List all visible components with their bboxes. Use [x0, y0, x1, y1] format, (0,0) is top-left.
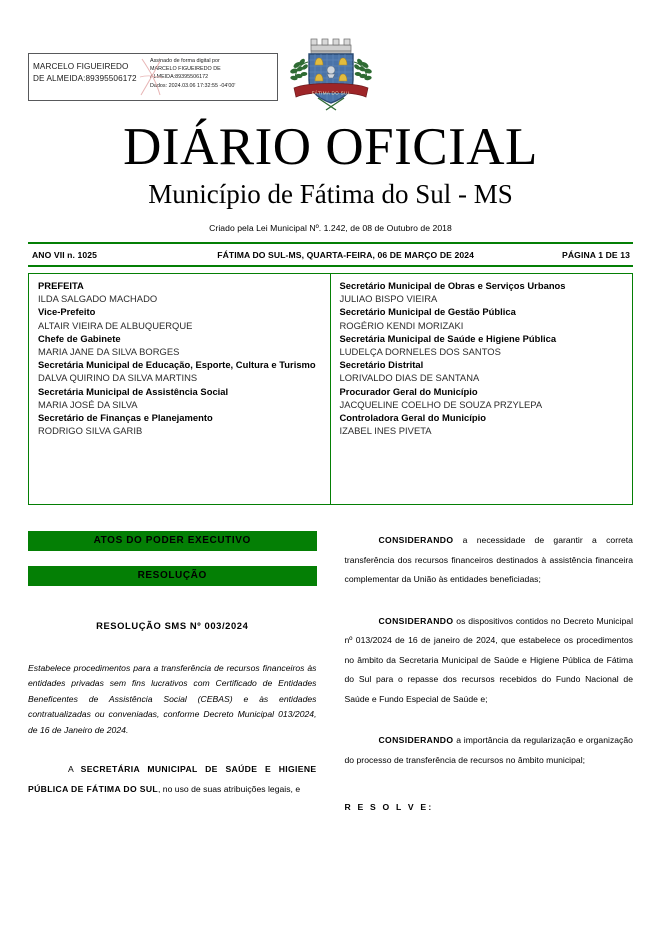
creation-law-line: Criado pela Lei Municipal Nº. 1.242, de 08 de Outubro de 2018: [209, 223, 452, 233]
digital-signature-box: [28, 53, 278, 101]
considerando-3: [345, 731, 634, 770]
signature-detail-line-4: Dados: 2024.03.06 17:32:55 -04'00': [150, 82, 236, 89]
ribbon: [294, 84, 368, 98]
official-entry: [38, 411, 324, 437]
preamble-prefix: A: [68, 764, 74, 775]
official-name: JULIAO BISPO VIEIRA: [339, 293, 438, 305]
official-entry: [340, 332, 627, 358]
official-name: JACQUELINE COELHO DE SOUZA PRZYLEPA: [339, 398, 543, 410]
official-role: Secretária Municipal de Educação, Esporte, Cultura e Turismo: [38, 359, 316, 371]
considerando-label: CONSIDERANDO: [378, 615, 454, 626]
signature-detail-line-2: MARCELO FIGUEIREDO DE: [150, 66, 221, 73]
official-name: DALVA QUIRINO DA SILVA MARTINS: [38, 372, 198, 384]
masthead: [28, 0, 633, 112]
considerando-label: CONSIDERANDO: [378, 535, 454, 545]
official-entry: [340, 358, 627, 384]
official-name: LUDELÇA DORNELES DOS SANTOS: [339, 346, 501, 358]
info-bar: [28, 242, 633, 267]
resolution-title: RESOLUÇÃO SMS Nº 003/2024: [96, 620, 249, 631]
official-role: Secretário Distrital: [339, 359, 424, 371]
officials-box: [28, 273, 633, 505]
official-entry: [340, 279, 627, 305]
coat-of-arms-icon: [288, 36, 374, 114]
official-name: RODRIGO SILVA GARIB: [38, 425, 143, 437]
official-name: LORIVALDO DIAS DE SANTANA: [339, 372, 480, 384]
considerando-text: os dispositivos contidos no Decreto Municipal nº 013/2024 de 16 de janeiro de 2024, que estabelece os procedimentos no âmbito da Secretaria Municipal de Saúde e Higiene Pública de Fátima do Sul para o repasse dos recursos recebidos do Fundo Nacional de Saúde e Fundo Especial de Saúde e;: [344, 615, 633, 704]
official-role: Secretário de Finanças e Planejamento: [38, 412, 213, 424]
official-name: ALTAIR VIEIRA DE ALBUQUERQUE: [38, 319, 193, 331]
preamble-suffix: , no uso de suas atribuições legais, e: [157, 783, 301, 794]
considerando-text: a importância da regularização e organização do processo de transferência de recursos no âmbito municipal;: [344, 735, 633, 765]
page-indicator: PÁGINA 1 DE 13: [562, 249, 630, 260]
official-entry: [38, 305, 324, 331]
official-role: Controladora Geral do Município: [339, 412, 486, 424]
official-role: PREFEITA: [38, 280, 84, 291]
section-banner-atos: ATOS DO PODER EXECUTIVO: [28, 531, 317, 551]
official-role: Secretária Municipal de Saúde e Higiene Pública: [339, 332, 557, 344]
official-entry: [38, 385, 324, 411]
issue-number: ANO VII n. 1025: [32, 249, 98, 260]
section-banner-resolucao: RESOLUÇÃO: [28, 566, 317, 586]
considerando-1: [345, 531, 634, 590]
resolution-ementa: Estabelece procedimentos para a transferência de recursos financeiros às entidades privadas sem fins lucrativos com Certificado de Entidades Beneficentes de Assistência Social (CEBAS) e às entidades contratualizadas ou conveniadas, conforme Decreto Municipal 013/2024, de 16 de Janeiro de 2024.: [28, 663, 317, 735]
officials-column-left: [29, 274, 331, 504]
official-role: Secretário Municipal de Gestão Pública: [339, 306, 516, 318]
officials-column-right: [331, 274, 633, 504]
official-entry: [340, 411, 627, 437]
publication-date: FÁTIMA DO SUL-MS, QUARTA-FEIRA, 06 DE MARÇO DE 2024: [217, 249, 474, 260]
mural-crown: [311, 39, 351, 54]
official-entry: [340, 385, 627, 411]
considerando-2: [345, 612, 634, 710]
body-columns: [28, 531, 633, 812]
signature-details: [144, 54, 277, 100]
signature-detail-line-1: Assinado de forma digital por: [150, 58, 220, 64]
official-name: MARIA JANE DA SILVA BORGES: [38, 346, 180, 358]
official-entry: [38, 358, 324, 384]
official-role: Secretário Municipal de Obras e Serviços Urbanos: [339, 280, 566, 291]
signature-name: MARCELO FIGUEIREDO DE ALMEIDA:89395506172: [33, 62, 137, 83]
official-role: Vice-Prefeito: [38, 306, 96, 318]
body-column-left: [28, 531, 317, 812]
official-name: MARIA JOSÉ DA SILVA: [38, 398, 138, 410]
official-name: IZABEL INES PIVETA: [339, 425, 432, 437]
page-title: DIÁRIO OFICIAL: [123, 118, 538, 176]
official-name: ROGÉRIO KENDI MORIZAKI: [339, 319, 464, 331]
official-role: Secretária Municipal de Assistência Social: [38, 385, 229, 397]
signature-detail-line-3: ALMEIDA:89395506172: [150, 74, 209, 81]
resolution-preamble: [28, 760, 317, 799]
page-subtitle: Município de Fátima do Sul - MS: [148, 179, 513, 209]
official-role: Procurador Geral do Município: [339, 385, 478, 397]
official-name: ILDA SALGADO MACHADO: [38, 293, 158, 305]
considerando-label: CONSIDERANDO: [378, 735, 454, 745]
official-role: Chefe de Gabinete: [38, 332, 121, 344]
official-entry: [340, 305, 627, 331]
svg-text:FÁTIMA DO SUL: FÁTIMA DO SUL: [311, 90, 350, 96]
body-column-right: [345, 531, 634, 812]
considerando-text: a necessidade de garantir a correta transferência dos recursos financeiros destinados à assistência financeira complementar da União às entidades beneficiadas;: [344, 535, 633, 584]
preamble-authority: SECRETÁRIA MUNICIPAL DE SAÚDE E HIGIENE PÚBLICA DE FÁTIMA DO SUL: [28, 764, 317, 794]
official-entry: [38, 279, 324, 305]
resolve-heading: R E S O L V E:: [344, 802, 434, 812]
official-entry: [38, 332, 324, 358]
